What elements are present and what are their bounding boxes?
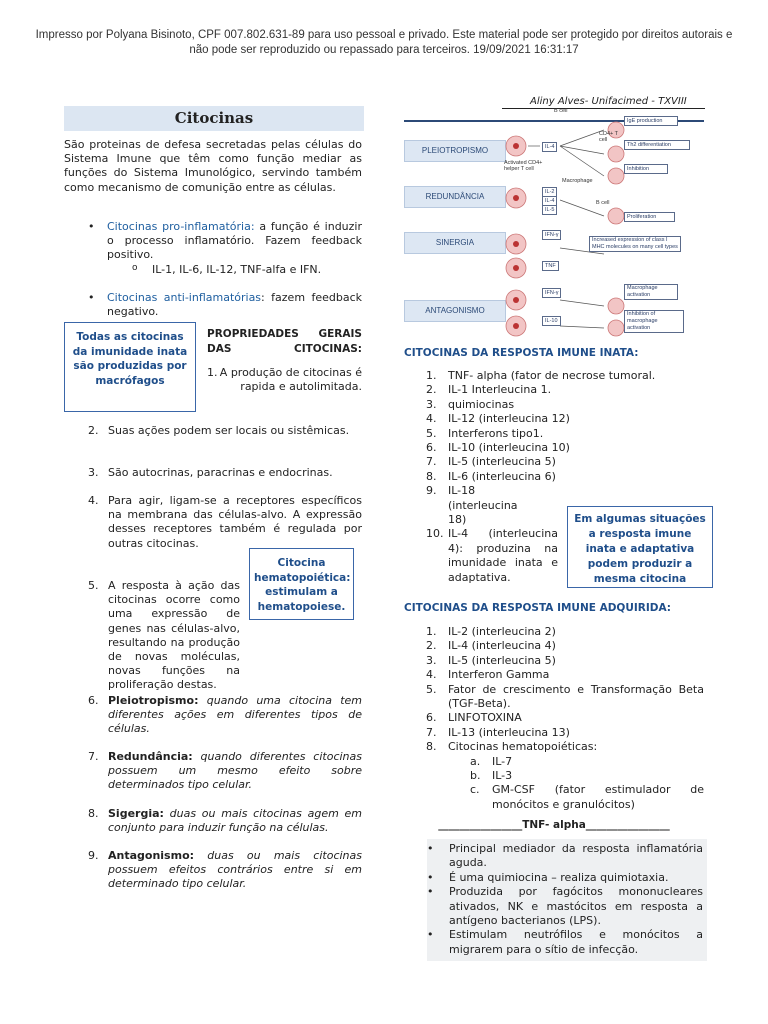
synergy-text: duas ou mais citocinas agem em conjunto para induzir função na células.	[108, 807, 362, 835]
property-number: 8.	[88, 807, 99, 820]
property-1-text: A produção de citocinas é rapida e autolimitada.	[219, 366, 362, 394]
property-3: São autocrinas, paracrinas e endocrinas.	[108, 466, 333, 479]
title-bar	[64, 106, 364, 131]
effect-box: Inhibition	[624, 164, 668, 174]
tnf-alpha-box	[427, 839, 707, 961]
list-item: 7. IL-13 (interleucina 13)	[426, 725, 570, 739]
effect-box: Th2 differentiation	[624, 140, 690, 150]
property-5	[108, 579, 240, 693]
list-item: 8. Citocinas hematopoiéticas:	[426, 740, 598, 754]
cell-label: B cell	[554, 108, 568, 114]
list-item: 3. quimiocinas	[426, 397, 515, 411]
cell-icon	[608, 320, 624, 336]
adaptive-cytokine-list	[426, 625, 704, 812]
property-7	[108, 750, 362, 793]
list-item: 6. IL-10 (interleucina 10)	[426, 441, 570, 455]
property-number: 7.	[88, 750, 99, 763]
band-synergy: SINERGIA	[404, 232, 506, 254]
cytokine-tag: IL-4	[542, 142, 557, 152]
cytokine-tag: TNF	[542, 261, 559, 271]
list-item: 2. IL-4 (interleucina 4)	[426, 639, 556, 653]
intro-paragraph: São proteinas de defesa secretadas pelas células do Sistema Imune que têm como função mediar as funções do Sistema Imunológico, servindo também como mecanismo de comunição entre as células.	[64, 138, 362, 194]
property-6	[108, 694, 362, 737]
watermark-line-1: Impresso por Polyana Bisinoto, CPF 007.802.631-89 para uso pessoal e privado. Este material pode ser protegido por direitos autorais e	[35, 29, 733, 41]
property-number: 2.	[88, 424, 99, 437]
cytokine-tag: IFN-γ	[542, 288, 561, 298]
band-antagonism: ANTAGONISMO	[404, 300, 506, 322]
list-item: 4. IL-12 (interleucina 12)	[426, 412, 570, 426]
hematopoietic-callout-box: Citocina hematopoiética: estimulam a hematopoiese.	[249, 548, 354, 620]
pro-inflammatory-item	[107, 220, 362, 263]
property-2: Suas ações podem ser locais ou sistêmicas.	[108, 424, 350, 437]
anti-inflammatory-term: Citocinas anti-inflamatórias	[107, 291, 262, 304]
page-title: Citocinas	[174, 109, 254, 127]
effect-box: Inhibition of macrophage activation	[624, 310, 684, 333]
list-item: • Principal mediador da resposta inflamatória aguda.	[427, 842, 703, 870]
cytokine-tag: IL-10	[542, 316, 561, 326]
redundancy-term: Redundância:	[108, 750, 193, 763]
anti-inflammatory-text: : fazem feedback negativo.	[107, 291, 362, 319]
sub-list-item: b. IL-3	[470, 769, 513, 783]
list-item: 2. IL-1 Interleucina 1.	[426, 383, 552, 397]
property-number: 3.	[88, 466, 99, 479]
pro-inflammatory-text: a função é induzir o processo inflamatório. Fazem feedback positivo.	[107, 220, 362, 262]
list-item: • Produzida por fagócitos mononucleares ativados, NK e mastócitos em resposta a antígeno bacterianos (LPS).	[427, 885, 703, 928]
bullet-dot: •	[88, 291, 95, 304]
innate-response-heading: CITOCINAS DA RESPOSTA IMUNE INATA:	[404, 347, 639, 359]
hematopoietic-sublist	[426, 755, 704, 813]
list-item: 9. IL-18 (interleucina 18)	[426, 484, 518, 527]
pro-inflammatory-examples: IL-1, IL-6, IL-12, TNF-alfa e IFN.	[152, 263, 322, 276]
list-item: 1. IL-2 (interleucina 2)	[426, 625, 556, 638]
list-item: 7. IL-5 (interleucina 5)	[426, 455, 556, 469]
list-item: 1. TNF- alpha (fator de necrose tumoral.	[426, 369, 656, 382]
author-line: Aliny Alves- Unifacimed - TXVIII	[530, 96, 687, 107]
author-underline	[502, 108, 705, 109]
effect-box: Proliferation	[624, 212, 675, 222]
list-item: • É uma quimiocina – realiza quimiotaxia.	[427, 870, 669, 884]
redundancy-text: quando diferentes citocinas possuem um mesmo efeito sobre determinados tipo celular.	[108, 750, 362, 792]
cytokine-tag: IL-5	[542, 205, 557, 215]
cell-label: B cell	[596, 200, 610, 206]
effect-box: IgE production	[624, 116, 678, 126]
antagonism-term: Antagonismo:	[108, 849, 195, 862]
macrophages-callout-box: Todas as citocinas da imunidade inata são produzidas por macrófagos	[64, 322, 196, 412]
list-item: 5. Interferons tipo1.	[426, 426, 544, 440]
watermark-line-2: não pode ser reproduzido ou repassado para terceiros. 19/09/2021 16:31:17	[189, 44, 579, 56]
cytokine-tag: IFN-γ	[542, 230, 561, 240]
tnf-alpha-list	[427, 842, 703, 957]
property-number: 4.	[88, 494, 99, 507]
innate-adaptive-callout-box: Em algumas situações a resposta imune inata e adaptativa podem produzir a mesma citocina	[567, 506, 713, 588]
property-number: 6.	[88, 694, 99, 707]
cell-label: Macrophage	[562, 178, 593, 184]
pro-inflammatory-term: Citocinas pro-inflamatória:	[107, 220, 255, 233]
cell-icon	[608, 208, 624, 224]
adaptive-response-heading: CITOCINAS DA RESPOSTA IMUNE ADQUIRIDA:	[404, 602, 672, 614]
cell-icon	[608, 168, 624, 184]
cytokine-properties-diagram	[404, 108, 704, 338]
antagonism-text: duas ou mais citocinas possuem efeitos contrários entre si em determinado tipo celular.	[108, 849, 362, 891]
property-1: 1. A produção de citocinas é rapida e autolimitada.	[207, 366, 362, 394]
pleiotropism-term: Pleiotropismo:	[108, 694, 199, 707]
properties-heading-text: PROPRIEDADES GERAIS DAS CITOCINAS:	[207, 328, 362, 355]
anti-inflammatory-item	[107, 291, 362, 319]
cell-label: Activated CD4+ helper T cell	[504, 160, 543, 172]
cell-icon	[608, 298, 624, 314]
list-item: 4. Interferon Gamma	[426, 668, 550, 682]
property-4-text: Para agir, ligam-se a receptores específicos na membrana das células-alvo. A expressão desses receptores também é regulada por outras citocinas.	[108, 494, 362, 550]
list-item: 8. IL-6 (interleucina 6)	[426, 469, 556, 483]
list-item: 6. LINFOTOXINA	[426, 711, 522, 725]
list-item: • Estimulam neutrófilos e monócitos a migrarem para o sítio de infecção.	[427, 928, 703, 956]
sub-bullet-circle: o	[132, 263, 138, 273]
property-number: 9.	[88, 849, 99, 862]
property-9	[108, 849, 362, 892]
cytokine-tag: IL-4	[542, 196, 557, 206]
band-pleiotropism: PLEIOTROPISMO	[404, 140, 506, 162]
list-item: 5. Fator de crescimento e Transformação Beta (TGF-Beta).	[426, 682, 704, 711]
copyright-watermark	[20, 28, 748, 58]
property-4	[108, 494, 362, 551]
bullet-dot: •	[88, 220, 95, 233]
pleiotropism-text: quando uma citocina tem diferentes ações em diferentes tipos de células.	[108, 694, 362, 736]
cell-label: CD4+ T cell	[599, 131, 618, 143]
property-8	[108, 807, 362, 835]
cell-icon	[608, 146, 624, 162]
sub-list-item: c. GM-CSF (fator estimulador de monócitos e granulócitos)	[470, 783, 704, 811]
effect-box: Macrophage activation	[624, 284, 678, 300]
effect-box: Increased expression of class I MHC molecules on many cell types	[589, 236, 681, 252]
cytokine-tag: IL-2	[542, 187, 557, 197]
sub-list-item: a. IL-7	[470, 754, 513, 768]
property-5-text: A resposta à ação das citocinas ocorre como uma expressão de genes nas células-alvo, resultando na produção de novas moléculas, novas funções na proliferação destas.	[108, 579, 240, 692]
tnf-alpha-heading: ________________TNF- alpha________________	[438, 819, 670, 831]
synergy-term: Sigergia:	[108, 807, 164, 820]
properties-heading	[207, 327, 362, 357]
list-item: 10. IL-4 (interleucina 4): produzina na imunidade inata e adaptativa.	[426, 527, 558, 584]
band-redundancy: REDUNDÂNCIA	[404, 186, 506, 208]
list-item: 3. IL-5 (interleucina 5)	[426, 653, 556, 667]
property-number: 5.	[88, 579, 99, 592]
